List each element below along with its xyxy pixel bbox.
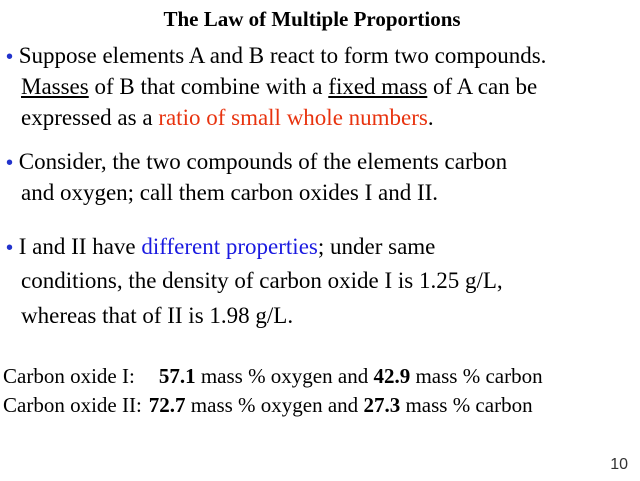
oxide-2-label: Carbon oxide II: (3, 393, 142, 417)
bullet-2-line-1 (6, 148, 507, 177)
highlight-different-properties: different properties (141, 234, 318, 259)
term-fixed-mass: fixed mass (328, 74, 428, 99)
bullet-1-text-1: Suppose elements A and B react to form two compounds. (18, 43, 547, 68)
oxide-1-oxygen-pct: 57.1 (158, 364, 196, 388)
bullet-2-text-1: Consider, the two compounds of the elements carbon (18, 149, 508, 174)
bullet-1-text-3: of A can be (427, 74, 538, 99)
bullet-3-text-2: ; under same (317, 234, 436, 259)
bullet-2-line-2: and oxygen; call them carbon oxides I and II. (21, 180, 439, 205)
bullet-1-period: . (427, 105, 434, 130)
bullet-1-text-2: of B that combine with a (88, 74, 329, 99)
oxide-1-carbon-pct: 42.9 (373, 364, 411, 388)
oxide-2-carbon-pct: 27.3 (363, 393, 401, 417)
bullet-icon: • (6, 152, 14, 174)
bullet-1-line-1 (6, 42, 546, 71)
oxide-1-label: Carbon oxide I: (3, 364, 135, 388)
bullet-1-text-4: expressed as a (21, 105, 159, 130)
bullet-1-line-2 (21, 73, 537, 101)
highlight-ratio: ratio of small whole numbers (158, 105, 428, 130)
oxide-1-carbon-text: mass % carbon (410, 364, 543, 388)
page-title: The Law of Multiple Proportions (163, 7, 461, 31)
bullet-icon: • (6, 46, 14, 68)
bullet-1-line-3 (21, 104, 434, 132)
bullet-3-line-1 (6, 233, 435, 262)
bullet-3-line-2: conditions, the density of carbon oxide I is 1.25 g/L, (21, 268, 503, 293)
bullet-icon: • (6, 237, 14, 259)
page-number: 10 (610, 456, 628, 473)
oxide-1-oxygen-text: mass % oxygen and (195, 364, 374, 388)
bullet-3-text-1: I and II have (18, 234, 142, 259)
carbon-oxide-2-row (3, 393, 533, 418)
bullet-3-line-3: whereas that of II is 1.98 g/L. (21, 303, 294, 328)
oxide-2-oxygen-pct: 72.7 (148, 393, 186, 417)
oxide-2-carbon-text: mass % carbon (400, 393, 533, 417)
oxide-2-oxygen-text: mass % oxygen and (185, 393, 364, 417)
term-masses: Masses (21, 74, 89, 99)
carbon-oxide-1-row (3, 364, 543, 389)
